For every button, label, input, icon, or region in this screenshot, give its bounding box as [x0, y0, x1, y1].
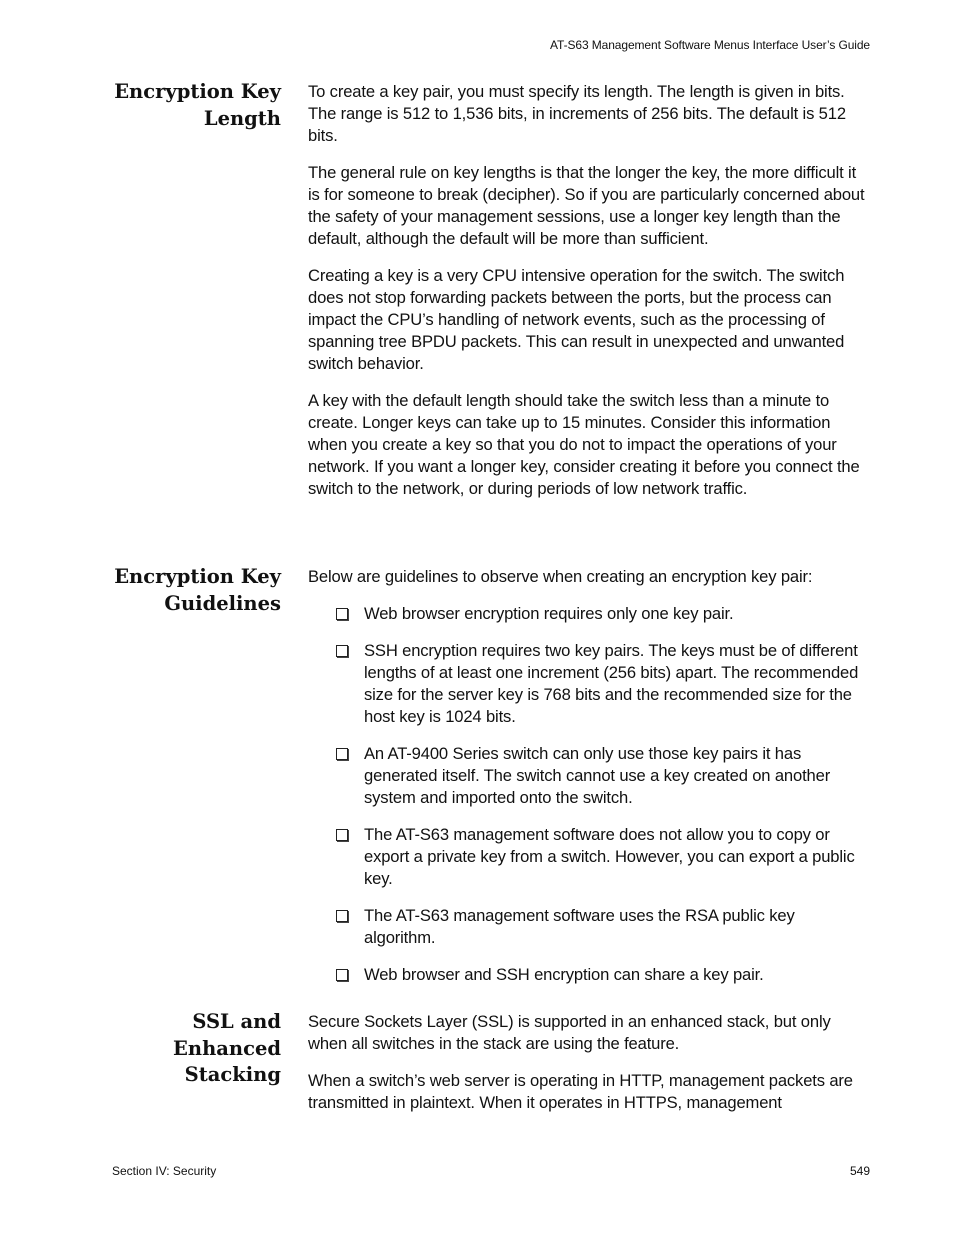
paragraph: Creating a key is a very CPU intensive operation for the switch. The switch does not stop forwarding packets between the ports, but the process can impact the CPU’s handling of network events, such as the processing of spanning tree BPDU packets. This can result in unexpected and unwanted switch behavior.	[308, 266, 845, 373]
guidelines-list	[308, 603, 870, 986]
list-item: Web browser and SSH encryption can share a key pair.	[308, 964, 870, 986]
footer-section-label: Section IV: Security	[112, 1164, 217, 1178]
paragraph: Secure Sockets Layer (SSL) is supported in an enhanced stack, but only when all switches in the stack are using the feature.	[308, 1012, 831, 1053]
section-body	[308, 81, 870, 515]
list-item: SSH encryption requires two key pairs. The keys must be of different lengths of at least one increment (256 bits) apart. The recommended size for the server key is 768 bits and the recommended size for the host key is 1024 bits.	[308, 640, 870, 728]
page-number: 549	[849, 1164, 870, 1178]
list-item: An AT-9400 Series switch can only use those key pairs it has generated itself. The switch cannot use a key created on another system and imported onto the switch.	[308, 743, 870, 809]
checkbox-bullet-icon	[336, 969, 348, 981]
list-item: The AT-S63 management software uses the RSA public key algorithm.	[308, 905, 870, 949]
list-item: The AT-S63 management software does not allow you to copy or export a private key from a switch. However, you can export a public key.	[308, 824, 870, 890]
checkbox-bullet-icon	[336, 748, 348, 760]
paragraph: When a switch’s web server is operating in HTTP, management packets are transmitted in plaintext. When it operates in HTTPS, management	[308, 1071, 853, 1112]
checkbox-bullet-icon	[336, 645, 348, 657]
paragraph: Below are guidelines to observe when creating an encryption key pair:	[308, 567, 813, 586]
section-heading: Encryption Key Guidelines	[114, 565, 281, 615]
section-heading: SSL and Enhanced Stacking	[173, 1010, 281, 1086]
section-body	[308, 566, 870, 1001]
paragraph: The general rule on key lengths is that the longer the key, the more difficult it is for someone to break (decipher). So if you are particularly concerned about the safety of your management sessions, use a longer key length than the default, although the default will be more than sufficient.	[308, 163, 865, 248]
checkbox-bullet-icon	[336, 829, 348, 841]
paragraph: A key with the default length should take the switch less than a minute to create. Longer keys can take up to 15 minutes. Consider this information when you create a key so that you do not to impact the operations of your network. If you want a longer key, consider creating it before you connect the switch to the network, or during periods of low network traffic.	[308, 391, 860, 498]
checkbox-bullet-icon	[336, 910, 348, 922]
list-item: Web browser encryption requires only one key pair.	[308, 603, 870, 625]
running-header: AT-S63 Management Software Menus Interface User’s Guide	[550, 38, 870, 52]
checkbox-bullet-icon	[336, 608, 348, 620]
section-body	[308, 1011, 870, 1129]
section-heading: Encryption Key Length	[114, 80, 281, 130]
paragraph: To create a key pair, you must specify its length. The length is given in bits. The range is 512 to 1,536 bits, in increments of 256 bits. The default is 512 bits.	[308, 82, 846, 145]
